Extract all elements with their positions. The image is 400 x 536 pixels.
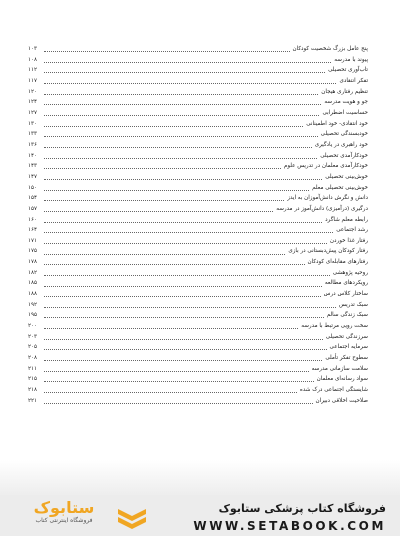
toc-title: رفتار کودکان پیش‌دبستانی در بازی xyxy=(288,248,368,255)
logo-main: ستابوک xyxy=(33,498,95,517)
toc-page-number: ۱۴۰ xyxy=(28,152,38,159)
toc-page-number: ۱۱۷ xyxy=(28,77,38,84)
toc-page-number: ۱۰۳ xyxy=(28,46,38,52)
toc-row xyxy=(28,300,368,311)
toc-page-number: ۱۳۰ xyxy=(28,120,38,127)
toc-dot-leader xyxy=(44,115,319,116)
toc-dot-leader xyxy=(44,211,273,212)
toc-row xyxy=(28,332,368,343)
toc-page-number: ۱۸۲ xyxy=(28,269,38,276)
toc-dot-leader xyxy=(44,275,330,276)
toc-row xyxy=(28,151,368,162)
toc-row xyxy=(28,342,368,353)
logo-text xyxy=(18,499,110,525)
toc-row xyxy=(28,225,368,236)
toc-title: پیوند با مدرسه xyxy=(334,56,368,63)
toc-title: سخت رویی مرتبط با مدرسه xyxy=(301,323,368,330)
toc-dot-leader xyxy=(44,147,312,148)
brand-block xyxy=(193,502,386,533)
table-of-contents xyxy=(28,44,368,406)
toc-row xyxy=(28,140,368,151)
toc-row xyxy=(28,278,368,289)
toc-row xyxy=(28,353,368,364)
toc-dot-leader xyxy=(44,190,309,191)
toc-title: سواد رسانه‌ای معلمان xyxy=(316,376,368,383)
toc-title: ساختار کلاس درس xyxy=(323,291,368,298)
toc-row xyxy=(28,44,368,55)
toc-title: درگیری (درآمیزی) دانش‌آموز در مدرسه xyxy=(276,205,368,212)
toc-row xyxy=(28,204,368,215)
toc-title: سرمایه اجتماعی xyxy=(329,344,368,351)
toc-title: خودبسندگی تحصیلی xyxy=(320,131,368,138)
toc-dot-leader xyxy=(44,62,331,63)
toc-dot-leader xyxy=(44,243,327,244)
logo-sub: فروشگاه اینترنتی کتاب xyxy=(35,517,93,524)
toc-page-number: ۱۵۴ xyxy=(28,195,38,202)
toc-dot-leader xyxy=(44,360,322,361)
toc-page-number: ۲۱۵ xyxy=(28,376,38,383)
toc-page-number: ۱۷۸ xyxy=(28,259,38,266)
toc-dot-leader xyxy=(44,349,327,350)
toc-title: رشد اجتماعی xyxy=(336,227,368,234)
toc-page-number: ۲۰۰ xyxy=(28,323,38,330)
toc-page-number: ۲۱۱ xyxy=(28,365,38,372)
toc-row xyxy=(28,161,368,172)
brand-title: فروشگاه کتاب پزشکی ستابوک xyxy=(218,502,386,515)
toc-page-number: ۱۸۸ xyxy=(28,291,38,298)
toc-row xyxy=(28,385,368,396)
toc-dot-leader xyxy=(44,339,323,340)
toc-row xyxy=(28,65,368,76)
toc-page-number: ۱۰۸ xyxy=(28,56,38,63)
toc-title: خودکارآمدی تحصیلی xyxy=(320,152,368,159)
toc-title: سطوح تفکر تأملی xyxy=(325,355,368,362)
toc-title: رویکردهای مطالعه xyxy=(324,280,368,287)
toc-dot-leader xyxy=(44,296,321,297)
toc-dot-leader xyxy=(44,83,336,84)
toc-row xyxy=(28,97,368,108)
toc-row xyxy=(28,183,368,194)
toc-row xyxy=(28,119,368,130)
toc-dot-leader xyxy=(44,51,290,52)
toc-title: سرزندگی تحصیلی xyxy=(325,333,368,340)
toc-page-number: ۱۶۴ xyxy=(28,227,38,234)
toc-dot-leader xyxy=(44,179,322,180)
toc-page-number: ۱۷۵ xyxy=(28,248,38,255)
toc-dot-leader xyxy=(44,168,281,169)
toc-dot-leader xyxy=(44,200,284,201)
toc-page-number: ۱۷۱ xyxy=(28,237,38,244)
toc-page-number: ۲۰۵ xyxy=(28,344,38,351)
toc-page-number: ۱۱۲ xyxy=(28,67,38,74)
toc-title: سلامت سازمانی مدرسه xyxy=(311,365,368,372)
toc-dot-leader xyxy=(44,254,285,255)
toc-page-number: ۱۳۶ xyxy=(28,141,38,148)
toc-page-number: ۱۸۵ xyxy=(28,280,38,287)
toc-page-number: ۱۴۳ xyxy=(28,163,38,170)
toc-row xyxy=(28,364,368,375)
toc-title: تنظیم رفتاری هیجان xyxy=(321,88,368,95)
toc-dot-leader xyxy=(44,264,305,265)
toc-title: خودکارآمدی معلمان در تدریس علوم xyxy=(283,163,368,170)
toc-title: سبک زندگی سالم xyxy=(326,312,368,319)
toc-row xyxy=(28,374,368,385)
toc-page-number: ۱۲۴ xyxy=(28,99,38,106)
toc-page-number: ۱۳۳ xyxy=(28,131,38,138)
toc-page-number: ۱۲۰ xyxy=(28,88,38,95)
toc-dot-leader xyxy=(44,286,322,287)
toc-title: حساسیت اضطرابی xyxy=(322,109,368,116)
toc-dot-leader xyxy=(44,222,322,223)
toc-row xyxy=(28,321,368,332)
toc-dot-leader xyxy=(44,72,325,73)
toc-page-number: ۱۲۷ xyxy=(28,109,38,116)
book-logo-icon xyxy=(116,505,148,529)
toc-dot-leader xyxy=(44,158,317,159)
toc-dot-leader xyxy=(44,371,309,372)
toc-title: تفکر انتقادی xyxy=(339,77,368,84)
toc-dot-leader xyxy=(44,136,318,137)
toc-dot-leader xyxy=(44,126,303,127)
toc-dot-leader xyxy=(44,392,297,393)
toc-page-number: ۱۵۰ xyxy=(28,184,38,191)
toc-title: سبک تدریس xyxy=(338,301,368,308)
toc-title: دانش و نگرش دانش‌آموزان به ایدز xyxy=(287,195,368,202)
toc-row xyxy=(28,87,368,98)
toc-title: شایستگی اجتماعی درک شده xyxy=(299,387,368,393)
toc-title: خود راهبری در یادگیری xyxy=(314,141,368,148)
toc-dot-leader xyxy=(44,381,314,382)
toc-page-number: ۲۱۸ xyxy=(28,387,38,393)
toc-row xyxy=(28,129,368,140)
toc-row xyxy=(28,172,368,183)
toc-dot-leader xyxy=(44,317,324,318)
toc-dot-leader xyxy=(44,94,318,95)
toc-dot-leader xyxy=(44,403,313,404)
toc-title: خود انتقادی- خود اطمینانی xyxy=(306,120,368,127)
toc-dot-leader xyxy=(44,328,298,329)
toc-page-number: ۱۹۵ xyxy=(28,312,38,319)
toc-page-number: ۲۲۱ xyxy=(28,397,38,404)
toc-row xyxy=(28,310,368,321)
toc-page-number: ۱۴۷ xyxy=(28,173,38,180)
toc-page-number: ۱۹۲ xyxy=(28,301,38,308)
toc-page-number: ۱۵۷ xyxy=(28,205,38,212)
toc-title: رفتارهای مقابله‌ای کودکان xyxy=(307,259,368,266)
toc-title: خوش‌بینی تحصیلی xyxy=(325,173,368,180)
toc-page-number: ۱۶۰ xyxy=(28,216,38,223)
toc-row xyxy=(28,257,368,268)
toc-row xyxy=(28,236,368,247)
toc-row xyxy=(28,55,368,66)
toc-dot-leader xyxy=(44,232,333,233)
toc-row xyxy=(28,76,368,87)
toc-row xyxy=(28,215,368,226)
toc-title: رفتار غذا خوردن xyxy=(329,237,368,244)
toc-title: خوش‌بینی تحصیلی معلم xyxy=(312,184,368,191)
toc-title: روحیه پژوهشی xyxy=(332,269,368,276)
toc-page-number: ۲۰۸ xyxy=(28,355,38,362)
toc-title: جو و هویت مدرسه xyxy=(324,99,368,106)
toc-row xyxy=(28,289,368,300)
toc-dot-leader xyxy=(44,307,336,308)
brand-url[interactable]: WWW.SETABOOK.COM xyxy=(193,519,386,533)
toc-dot-leader xyxy=(44,104,321,105)
toc-title: پنج عامل بزرگ شخصیت کودکان xyxy=(292,46,368,52)
toc-title: رابطه معلم شاگرد xyxy=(325,216,368,223)
toc-row xyxy=(28,268,368,279)
footer-fade xyxy=(0,460,400,498)
toc-row xyxy=(28,246,368,257)
toc-row xyxy=(28,193,368,204)
toc-page-number: ۲۰۳ xyxy=(28,333,38,340)
toc-title: تاب‌آوری تحصیلی xyxy=(328,67,368,74)
toc-row xyxy=(28,108,368,119)
toc-title: صلاحیت اخلاقی دبیران xyxy=(315,397,368,404)
toc-row xyxy=(28,396,368,407)
